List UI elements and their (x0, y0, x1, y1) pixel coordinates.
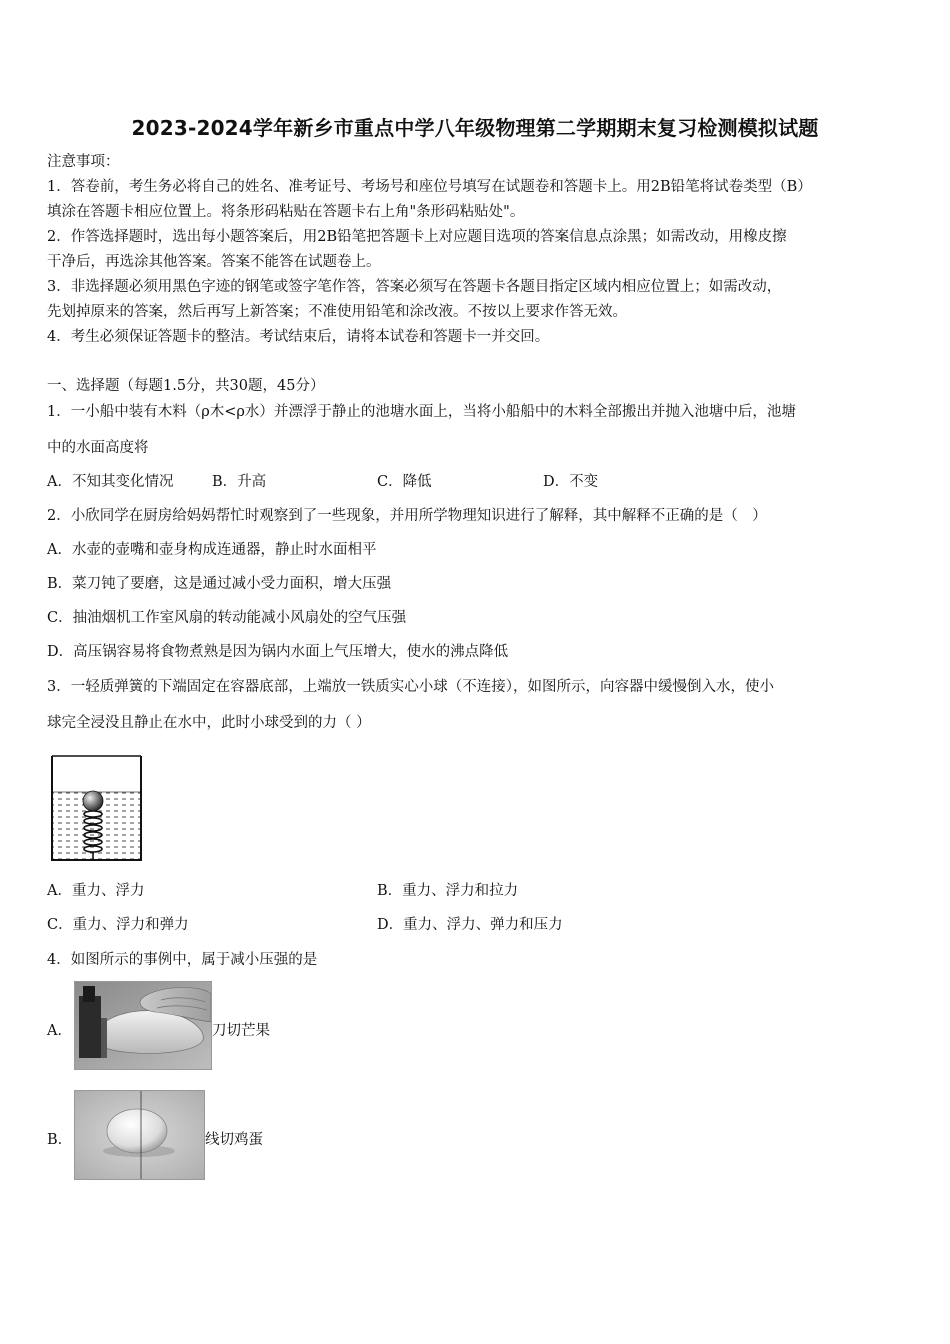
notice-line: 1．答卷前，考生务必将自己的姓名、准考证号、考场号和座位号填写在试题卷和答题卡上。用2B铅笔将试卷类型（B） (47, 179, 812, 195)
notice-line: 干净后，再选涂其他答案。答案不能答在试题卷上。 (47, 254, 381, 270)
section-heading: 一、选择题（每题1.5分，共30题，45分） (47, 378, 325, 394)
q2-option-a: A．水壶的壶嘴和壶身构成连通器，静止时水面相平 (47, 542, 377, 558)
q1-option-b: B．升高 (212, 474, 267, 490)
q4-option-b-text: 线切鸡蛋 (205, 1132, 263, 1148)
q3-option-d: D．重力、浮力、弹力和压力 (377, 917, 563, 933)
q4-option-a-text: 刀切芒果 (212, 1023, 270, 1039)
notice-heading: 注意事项： (47, 154, 120, 170)
q3-option-a: A．重力、浮力 (47, 883, 145, 899)
q1-option-a: A．不知其变化情况 (47, 474, 174, 490)
wire-egg-photo (74, 1090, 205, 1180)
q3-stem: 3．一轻质弹簧的下端固定在容器底部，上端放一铁质实心小球（不连接），如图所示，向容器中缓慢倒入水，使小 (47, 679, 774, 695)
notice-line: 先划掉原来的答案，然后再写上新答案；不准使用铅笔和涂改液。不按以上要求作答无效。 (47, 304, 627, 320)
q1-stem-cont: 中的水面高度将 (47, 440, 149, 456)
notice-line: 3．非选择题必须用黑色字迹的钢笔或签字笔作答，答案必须写在答题卡各题目指定区域内相应位置上；如需改动， (47, 279, 782, 295)
ball-icon (83, 791, 103, 811)
q4-stem: 4．如图所示的事例中，属于减小压强的是 (47, 952, 318, 968)
q2-stem: 2．小欣同学在厨房给妈妈帮忙时观察到了一些现象，并用所学物理知识进行了解释，其中解释不正确的是（ ） (47, 508, 767, 524)
q3-stem-cont: 球完全浸没且静止在水中，此时小球受到的力（ ） (47, 715, 371, 731)
q3-option-c: C．重力、浮力和弹力 (47, 917, 189, 933)
q2-option-c: C．抽油烟机工作室风扇的转动能减小风扇处的空气压强 (47, 610, 407, 626)
q4-option-b-letter: B． (47, 1132, 73, 1148)
q1-option-d: D．不变 (543, 474, 599, 490)
notice-line: 2．作答选择题时，选出每小题答案后，用2B铅笔把答题卡上对应题目选项的答案信息点涂黑；如需改动，用橡皮擦 (47, 229, 787, 245)
q2-option-d: D．高压锅容易将食物煮熟是因为锅内水面上气压增大，使水的沸点降低 (47, 644, 509, 660)
q1-option-c: C．降低 (377, 474, 432, 490)
knife-mango-photo (74, 981, 212, 1070)
q4-option-a-letter: A． (47, 1023, 72, 1039)
notice-line: 填涂在答题卡相应位置上。将条形码粘贴在答题卡右上角"条形码粘贴处"。 (47, 204, 525, 220)
spring-ball-container-figure (50, 754, 144, 864)
q1-stem: 1．一小船中装有木料（ρ木<ρ水）并漂浮于静止的池塘水面上，当将小船船中的木料全部搬出并抛入池塘中后，池塘 (47, 404, 796, 420)
q2-option-b: B．菜刀钝了要磨，这是通过减小受力面积，增大压强 (47, 576, 392, 592)
notice-line: 4．考生必须保证答题卡的整洁。考试结束后，请将本试卷和答题卡一并交回。 (47, 329, 550, 345)
q3-option-b: B．重力、浮力和拉力 (377, 883, 519, 899)
page-title: 2023-2024学年新乡市重点中学八年级物理第二学期期末复习检测模拟试题 (131, 116, 819, 140)
